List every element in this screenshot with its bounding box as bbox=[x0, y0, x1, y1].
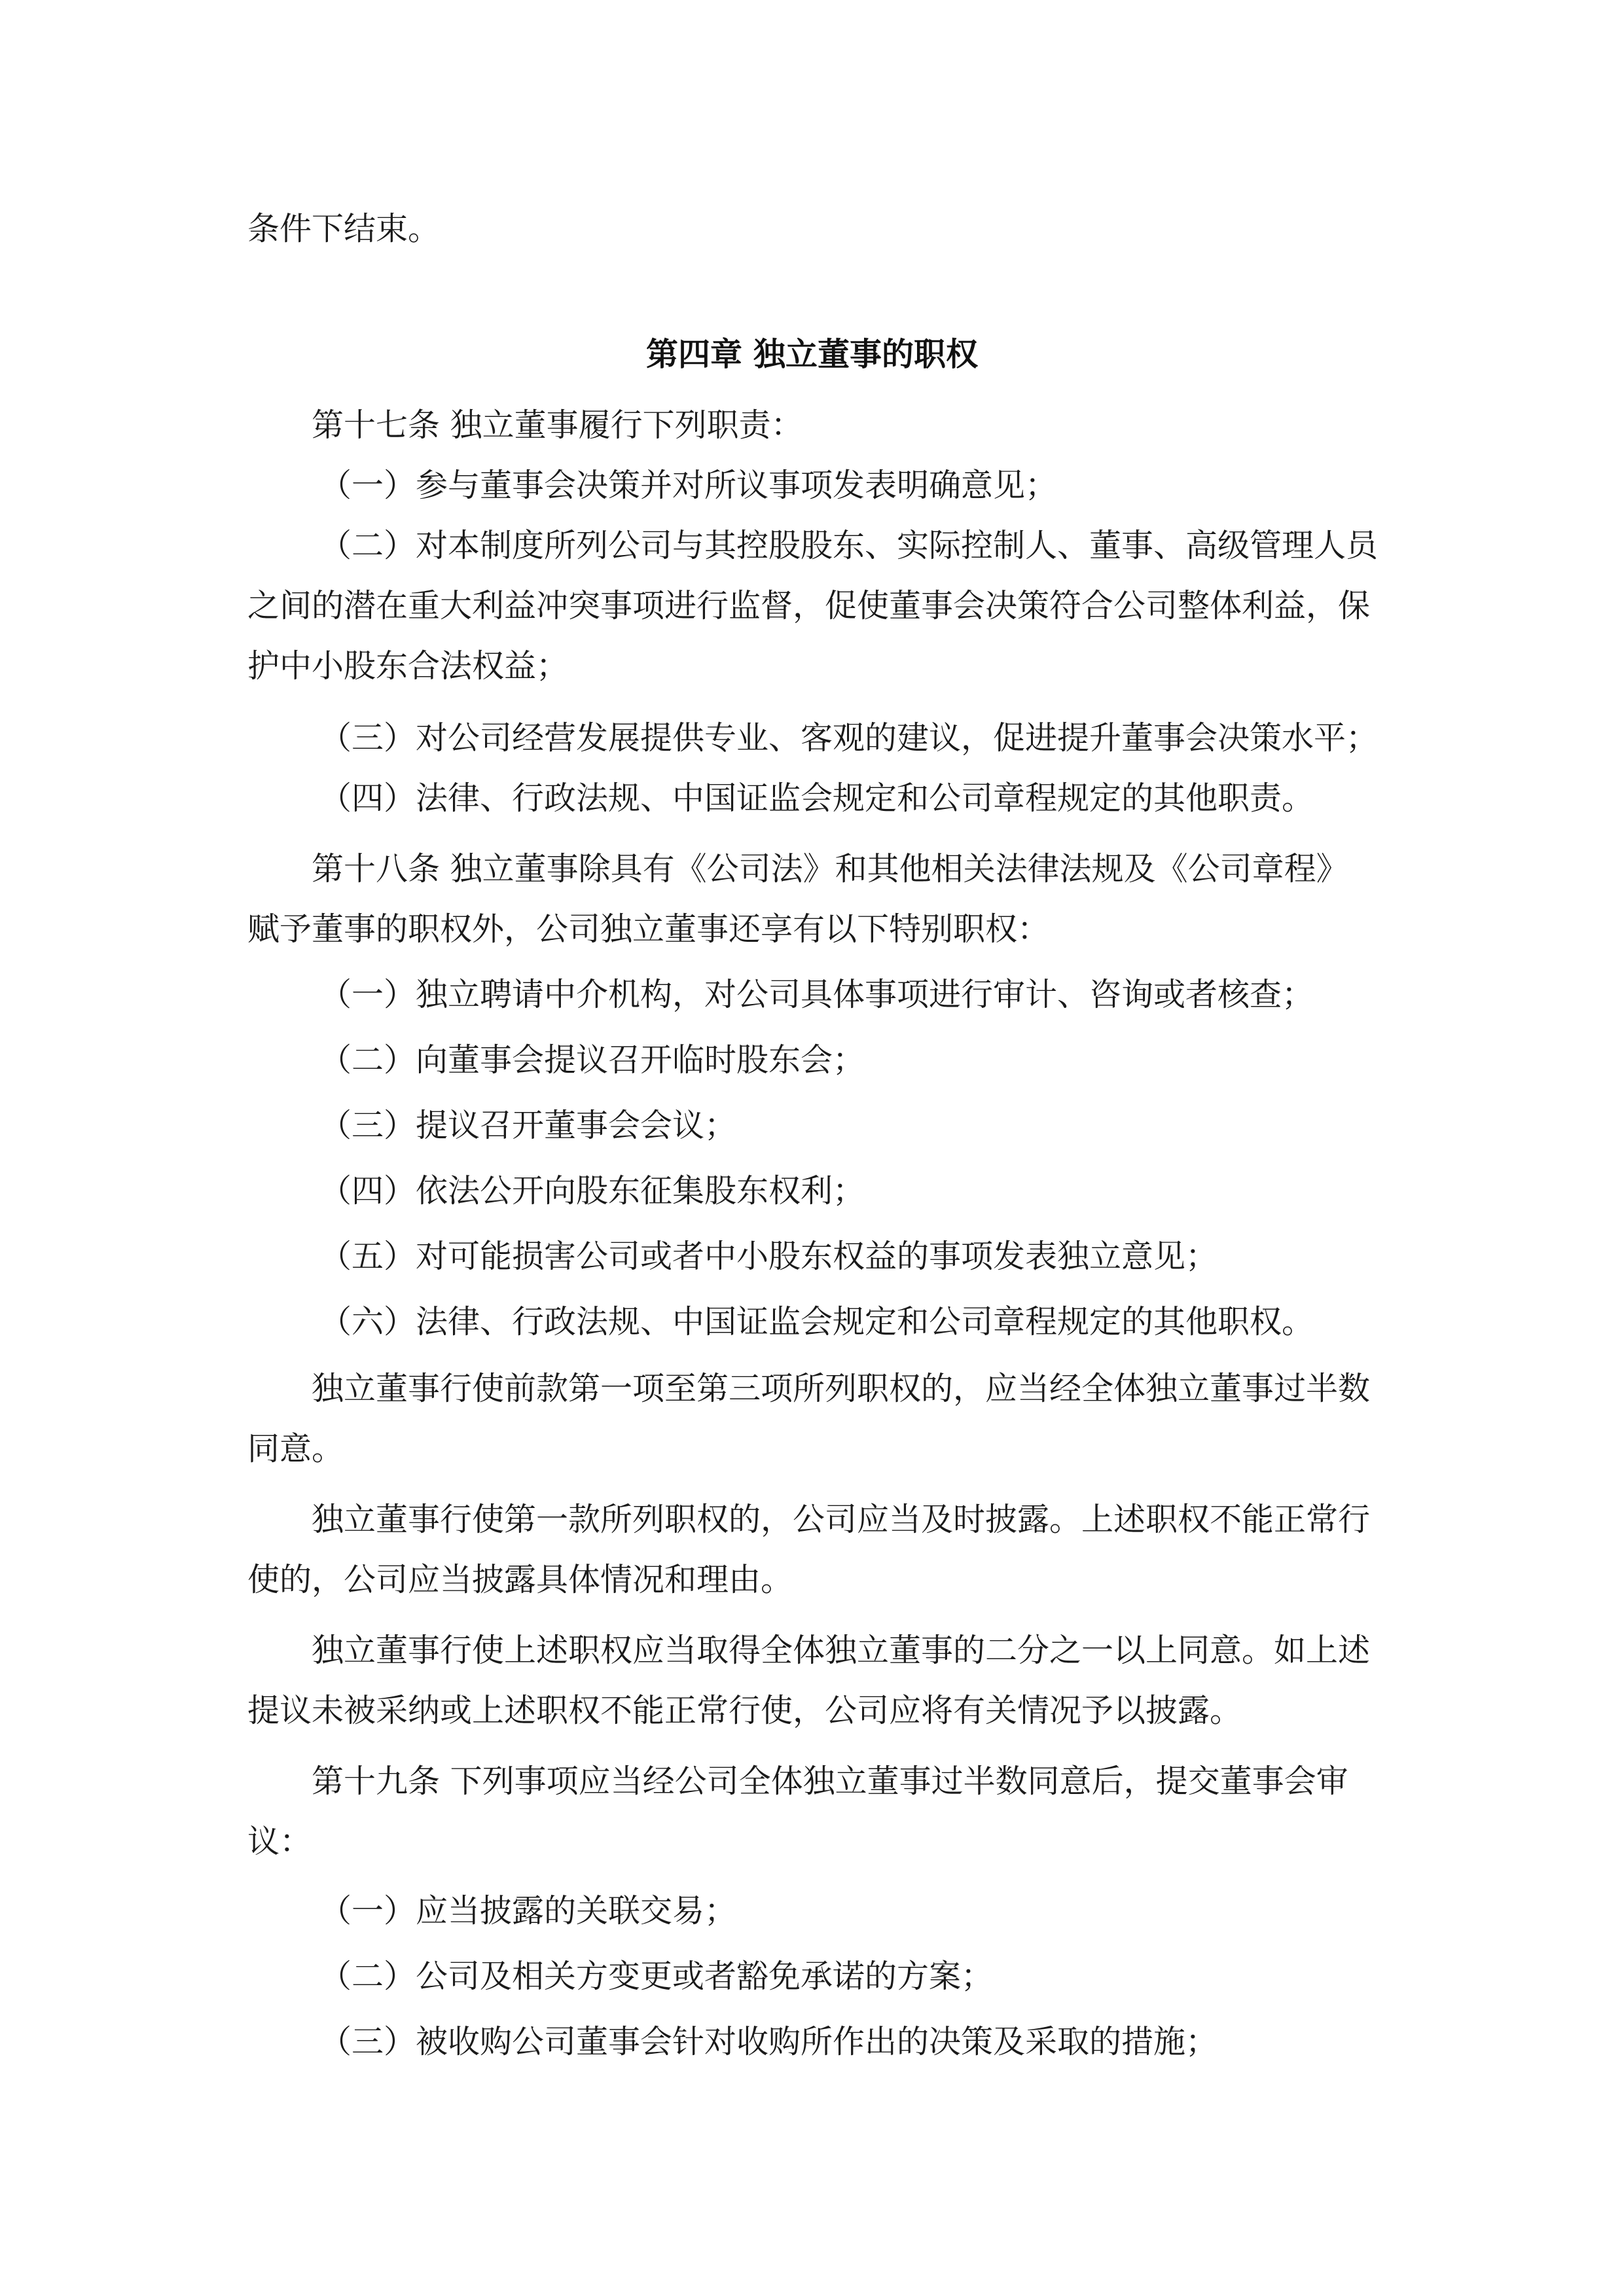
list-item: （四）依法公开向股东征集股东权利； bbox=[319, 1172, 865, 1210]
text-line: 使的，公司应当披露具体情况和理由。 bbox=[247, 1561, 793, 1598]
article-18-title: 第十八条 独立董事除具有《公司法》和其他相关法律法规及《公司章程》 bbox=[312, 850, 1348, 888]
article-17-title: 第十七条 独立董事履行下列职责： bbox=[312, 406, 803, 444]
text-line: 条件下结束。 bbox=[247, 210, 441, 247]
list-item: （二）公司及相关方变更或者豁免承诺的方案； bbox=[319, 1958, 994, 1995]
text-line: 同意。 bbox=[247, 1430, 344, 1467]
paragraph-line: 独立董事行使第一款所列职权的，公司应当及时披露。上述职权不能正常行 bbox=[312, 1501, 1371, 1538]
article-19-title: 第十九条 下列事项应当经公司全体独立董事过半数同意后，提交董事会审 bbox=[312, 1763, 1348, 1800]
paragraph-line: 独立董事行使前款第一项至第三项所列职权的，应当经全体独立董事过半数 bbox=[312, 1370, 1371, 1407]
chapter-heading: 第四章 独立董事的职权 bbox=[645, 336, 979, 373]
list-item: （五）对可能损害公司或者中小股东权益的事项发表独立意见； bbox=[319, 1238, 1218, 1275]
list-item: （二）向董事会提议召开临时股东会； bbox=[319, 1041, 865, 1079]
list-item: （三）提议召开董事会会议； bbox=[319, 1107, 737, 1144]
list-item: （四）法律、行政法规、中国证监会规定和公司章程规定的其他职责。 bbox=[319, 780, 1314, 817]
list-item: （六）法律、行政法规、中国证监会规定和公司章程规定的其他职权。 bbox=[319, 1303, 1314, 1340]
text-line: 赋予董事的职权外，公司独立董事还享有以下特别职权： bbox=[247, 910, 1050, 948]
paragraph-line: 独立董事行使上述职权应当取得全体独立董事的二分之一以上同意。如上述 bbox=[312, 1632, 1371, 1669]
list-item: （二）对本制度所列公司与其控股股东、实际控制人、董事、高级管理人员 bbox=[319, 527, 1379, 564]
list-item: （一）应当披露的关联交易； bbox=[319, 1892, 737, 1929]
list-item: （一）参与董事会决策并对所议事项发表明确意见； bbox=[319, 467, 1058, 504]
list-item: （三）被收购公司董事会针对收购所作出的决策及采取的措施； bbox=[319, 2023, 1218, 2060]
list-item: （三）对公司经营发展提供专业、客观的建议，促进提升董事会决策水平； bbox=[319, 719, 1379, 757]
list-item: （一）独立聘请中介机构，对公司具体事项进行审计、咨询或者核查； bbox=[319, 976, 1314, 1013]
text-line: 议： bbox=[247, 1823, 312, 1860]
text-line: 提议未被采纳或上述职权不能正常行使，公司应将有关情况予以披露。 bbox=[247, 1692, 1242, 1729]
text-line: 之间的潜在重大利益冲突事项进行监督，促使董事会决策符合公司整体利益，保 bbox=[247, 587, 1371, 624]
text-line: 护中小股东合法权益； bbox=[247, 647, 569, 685]
